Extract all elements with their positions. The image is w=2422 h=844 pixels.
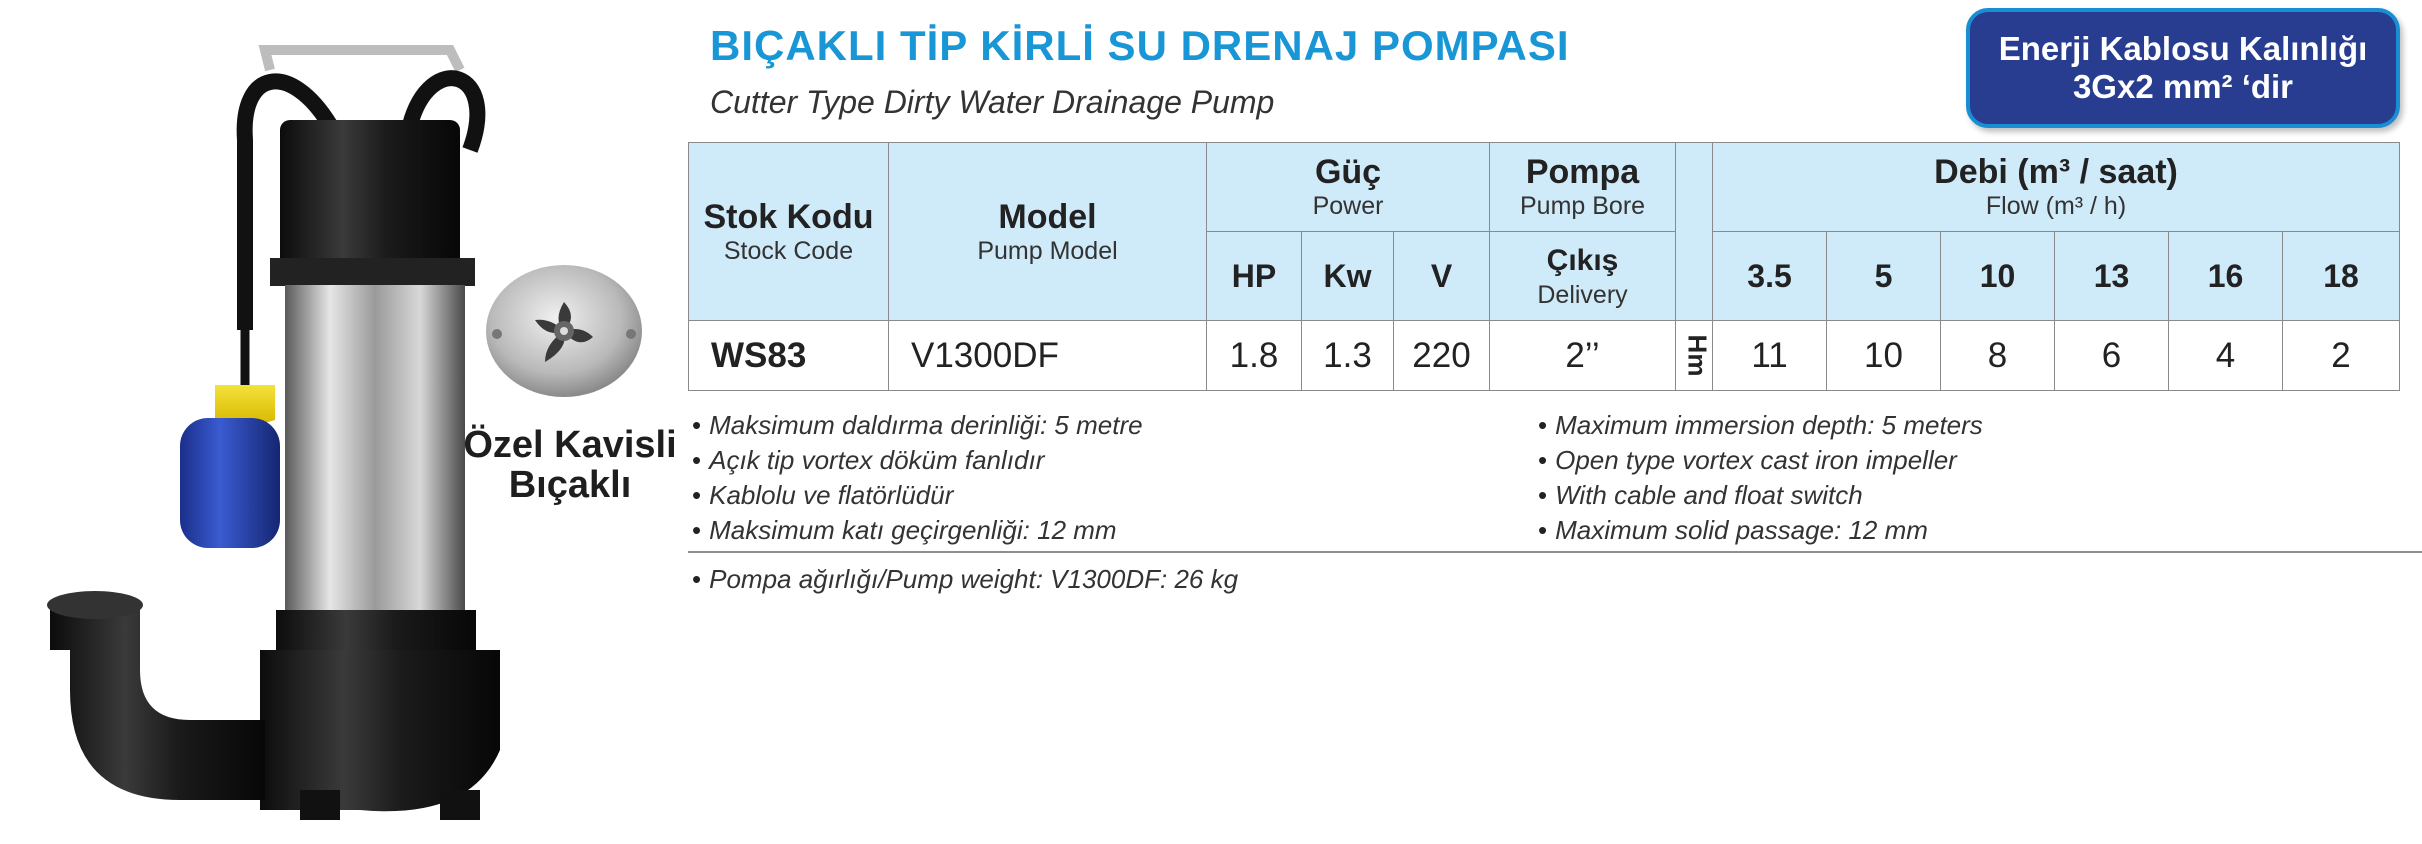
hp-cell: 1.8 (1207, 321, 1302, 391)
list-item: • With cable and float switch (1538, 478, 1983, 513)
stock-code-cell: WS83 (689, 321, 889, 391)
v-header: V (1394, 232, 1490, 321)
pump-header (1490, 143, 1676, 232)
head-cell: 8 (1941, 321, 2055, 391)
list-item: • Açık tip vortex döküm fanlıdır (692, 443, 1143, 478)
list-item: • Open type vortex cast iron impeller (1538, 443, 1983, 478)
weight-note (692, 562, 1238, 597)
flow-col-header: 18 (2283, 232, 2400, 321)
flow-col-header: 5 (1827, 232, 1941, 321)
notes-turkish (692, 408, 1143, 548)
head-cell: 2 (2283, 321, 2400, 391)
list-item: • Maximum solid passage: 12 mm (1538, 513, 1983, 548)
page-subtitle: Cutter Type Dirty Water Drainage Pump (710, 84, 1275, 120)
impeller-caption (455, 425, 685, 505)
head-cell: 10 (1827, 321, 1941, 391)
model-header (889, 143, 1207, 321)
impeller-caption-line1: Özel Kavisli (463, 424, 677, 466)
pump-header-tr: Pompa (1525, 153, 1640, 191)
hm-label-cell (1676, 321, 1713, 391)
kw-cell: 1.3 (1302, 321, 1394, 391)
hm-spacer-header (1676, 143, 1713, 321)
list-item: • Maksimum katı geçirgenliği: 12 mm (692, 513, 1143, 548)
flow-header-en: Flow (m³ / h) (1985, 192, 2127, 220)
notes-english (1538, 408, 1983, 548)
model-cell: V1300DF (889, 321, 1207, 391)
flow-col-header: 16 (2169, 232, 2283, 321)
pump-product-image (30, 30, 510, 820)
flow-col-header: 3.5 (1713, 232, 1827, 321)
head-cell: 4 (2169, 321, 2283, 391)
delivery-header (1490, 232, 1676, 321)
model-header-tr: Model (998, 197, 1097, 236)
delivery-header-en: Delivery (1537, 281, 1628, 309)
power-header (1207, 143, 1490, 232)
v-cell: 220 (1394, 321, 1490, 391)
cable-badge-line2: 3Gx2 mm² ‘dir (2072, 68, 2294, 105)
flow-col-header: 10 (1941, 232, 2055, 321)
divider (688, 551, 2422, 553)
flow-header (1713, 143, 2400, 232)
list-item: • Maximum immersion depth: 5 meters (1538, 408, 1983, 443)
cable-badge-line1: Enerji Kablosu Kalınlığı (1998, 30, 2368, 67)
hm-label: Hm (1682, 334, 1713, 377)
spec-table (688, 142, 2400, 391)
kw-header: Kw (1302, 232, 1394, 321)
list-item: • Kablolu ve flatörlüdür (692, 478, 1143, 513)
weight-note-text: • Pompa ağırlığı/Pump weight: V1300DF: 26 kg (692, 562, 1238, 597)
page-title: BIÇAKLI TİP KİRLİ SU DRENAJ POMPASI (710, 22, 1570, 69)
model-header-en: Pump Model (977, 236, 1118, 265)
head-cell: 6 (2055, 321, 2169, 391)
power-header-tr: Güç (1314, 153, 1382, 191)
hp-header: HP (1207, 232, 1302, 321)
pump-header-en: Pump Bore (1519, 192, 1646, 220)
delivery-header-tr: Çıkış (1546, 244, 1619, 277)
stock-code-header-tr: Stok Kodu (703, 197, 874, 236)
flow-col-header: 13 (2055, 232, 2169, 321)
impeller-caption-line2: Bıçaklı (508, 464, 632, 506)
table-row (689, 321, 2400, 391)
impeller-closeup-image (483, 262, 645, 400)
head-cell: 11 (1713, 321, 1827, 391)
flow-header-tr: Debi (m³ / saat) (1934, 153, 2178, 191)
list-item: • Maksimum daldırma derinliği: 5 metre (692, 408, 1143, 443)
delivery-cell: 2’’ (1490, 321, 1676, 391)
power-header-en: Power (1312, 192, 1384, 220)
stock-code-header (689, 143, 889, 321)
cable-thickness-badge (1966, 8, 2400, 128)
stock-code-header-en: Stock Code (723, 236, 854, 265)
